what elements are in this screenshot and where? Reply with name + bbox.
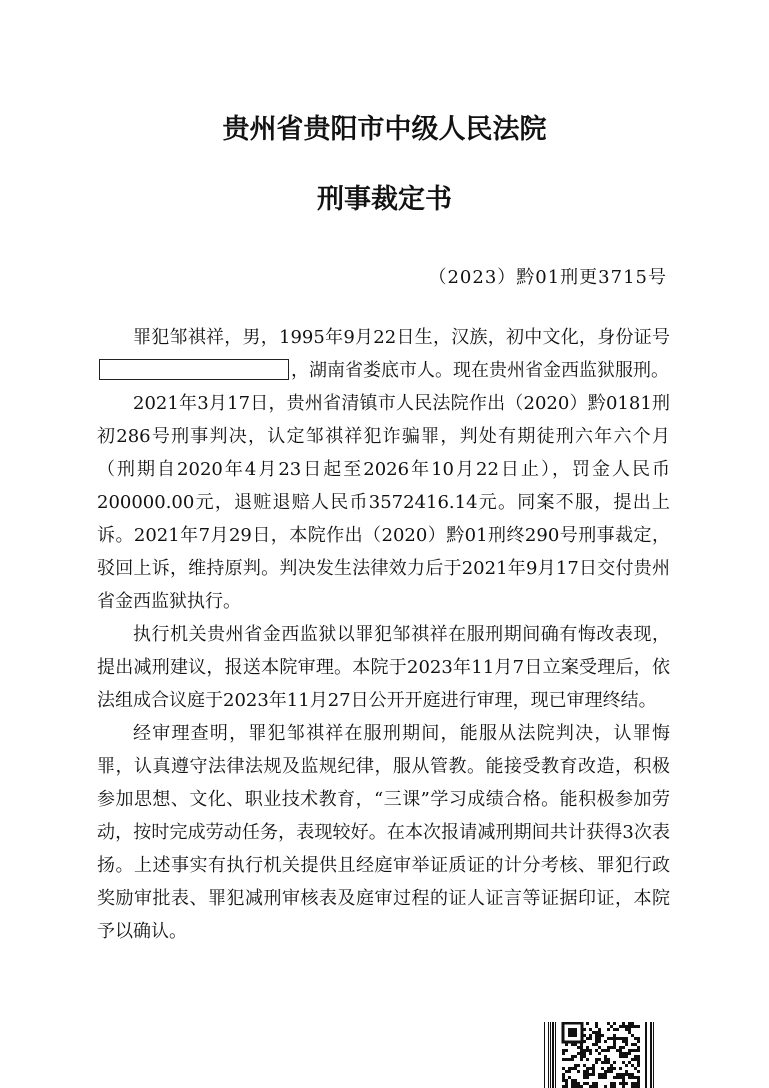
document-body [97, 321, 670, 948]
defendant-info-text-cont: ，湖南省娄底市人。现在贵州省金西监狱服刑。 [291, 360, 669, 381]
case-number: （2023）黔01刑更3715号 [428, 267, 667, 288]
court-name: 贵州省贵阳市中级人民法院 [222, 114, 547, 145]
paragraph-original-judgment: 2021年3月17日，贵州省清镇市人民法院作出（2020）黔0181刑初286号刑事判决，认定邹祺祥犯诈骗罪，判处有期徒刑六年六个月（刑期自2020年4月23日起至2026年10月22日止），罚金人民币200000.00元，退赃退赔人民币3572416.14元。同案不服，提出上诉。2021年7月29日，本院作出（2020）黔01刑终290号刑事裁定，驳回上诉，维持原判。判决发生法律效力后于2021年9月17日交付贵州省金西监狱执行。 [97, 393, 670, 612]
paragraph-procedure: 执行机关贵州省金西监狱以罪犯邹祺祥在服刑期间确有悔改表现，提出减刑建议，报送本院审理。本院于2023年11月7日立案受理后，依法组成合议庭于2023年11月27日公开开庭进行审理，现已审理终结。 [97, 624, 670, 711]
paragraph-findings: 经审理查明，罪犯邹祺祥在服刑期间，能服从法院判决，认罪悔罪，认真遵守法律法规及监规纪律，服从管教。能接受教育改造，积极参加思想、文化、职业技术教育，“三课”学习成绩合格。能积极参加劳动，按时完成劳动任务，表现较好。在本次报请减刑期间共计获得3次表扬。上述事实有执行机关提供且经庭审举证质证的计分考核、罪犯行政奖励审批表、罪犯减刑审核表及庭审过程的证人证言等证据印证，本院予以确认。 [97, 723, 670, 942]
redacted-id-box [99, 359, 289, 380]
document-title: 刑事裁定书 [317, 184, 452, 215]
qr-code-image [544, 1022, 656, 1088]
qr-code-graphic [544, 1022, 656, 1088]
defendant-info-text: 罪犯邹祺祥，男，1995年9月22日生，汉族，初中文化，身份证号 [133, 327, 670, 348]
paragraph-defendant-info [97, 321, 670, 387]
